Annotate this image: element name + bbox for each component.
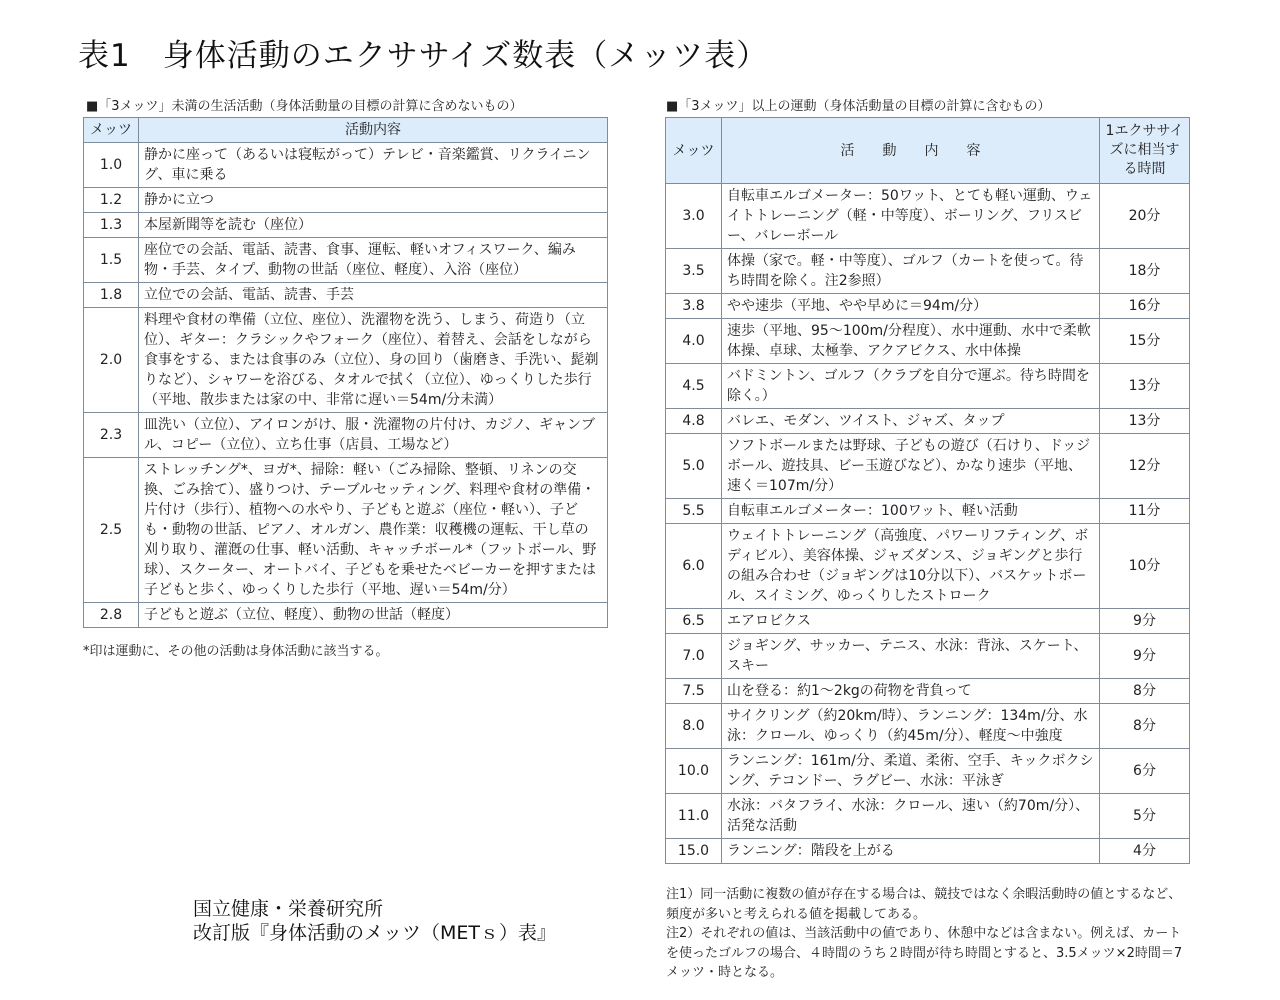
mets-value: 1.8 [84, 283, 139, 308]
right-col-mets-header: メッツ [666, 118, 722, 184]
left-table-row [84, 603, 608, 628]
activity-description: ランニング：161m/分、柔道、柔術、空手、キックボクシング、テコンドー、ラグビー、水泳：平泳ぎ [722, 749, 1100, 794]
left-table-row [84, 283, 608, 308]
mets-value: 7.5 [666, 679, 722, 704]
exercise-time: 13分 [1100, 364, 1190, 409]
mets-value: 1.3 [84, 213, 139, 238]
left-table-row [84, 413, 608, 458]
activity-description: 料理や食材の準備（立位、座位）、洗濯物を洗う、しまう、荷造り（立位）、ギター：クラシックやフォーク（座位）、着替え、会話をしながら食事をする、または食事のみ（立位）、身の回り（歯磨き、手洗い、髭剃りなど）、シャワーを浴びる、タオルで拭く（立位）、ゆっくりした歩行（平地、散歩または家の中、非常に遅い＝54m/分未満） [139, 308, 608, 413]
mets-value: 6.5 [666, 609, 722, 634]
activity-description: 水泳：バタフライ、水泳：クロール、速い（約70m/分）、活発な活動 [722, 794, 1100, 839]
mets-value: 5.5 [666, 499, 722, 524]
exercise-time: 8分 [1100, 679, 1190, 704]
activity-description: ストレッチング*、ヨガ*、掃除：軽い（ごみ掃除、整頓、リネンの交換、ごみ捨て）、盛りつけ、テーブルセッティング、料理や食材の準備・片付け（歩行）、植物への水やり、子どもと遊ぶ（座位・軽い）、子ども・動物の世話、ピアノ、オルガン、農作業：収穫機の運転、干し草の刈り取り、灌漑の仕事、軽い活動、キャッチボール*（フットボール、野球）、スクーター、オートバイ、子どもを乗せたベビーカーを押すまたは子どもと歩く、ゆっくりした歩行（平地、遅い＝54m/分） [139, 458, 608, 603]
exercise-time: 20分 [1100, 184, 1190, 249]
mets-value: 10.0 [666, 749, 722, 794]
exercise-time: 9分 [1100, 609, 1190, 634]
right-table-row [666, 409, 1190, 434]
right-col-time-header: 1エクササイズに相当する時間 [1100, 118, 1190, 184]
activity-description: 山を登る：約1～2kgの荷物を背負って [722, 679, 1100, 704]
right-table-row [666, 634, 1190, 679]
left-table-row [84, 188, 608, 213]
right-mets-table [665, 117, 1190, 864]
right-table-row [666, 609, 1190, 634]
activity-description: ソフトボールまたは野球、子どもの遊び（石けり、ドッジボール、遊技具、ビー玉遊びなど）、かなり速歩（平地、速く＝107m/分） [722, 434, 1100, 499]
activity-description: 速歩（平地、95～100m/分程度）、水中運動、水中で柔軟体操、卓球、太極拳、アクアビクス、水中体操 [722, 319, 1100, 364]
right-table-row [666, 704, 1190, 749]
right-table-row [666, 184, 1190, 249]
right-col-activity-header: 活 動 内 容 [722, 118, 1100, 184]
source-publication: 改訂版『身体活動のメッツ（METｓ）表』 [193, 922, 557, 944]
left-section-heading: ■「3メッツ」未満の生活活動（身体活動量の目標の計算に含めないもの） [86, 99, 523, 114]
exercise-time: 11分 [1100, 499, 1190, 524]
left-col-activity-header: 活動内容 [139, 118, 608, 143]
activity-description: 体操（家で。軽・中等度）、ゴルフ（カートを使って。待ち時間を除く。注2参照） [722, 249, 1100, 294]
mets-value: 5.0 [666, 434, 722, 499]
mets-value: 3.0 [666, 184, 722, 249]
right-notes [666, 885, 1184, 983]
mets-value: 11.0 [666, 794, 722, 839]
activity-description: エアロビクス [722, 609, 1100, 634]
exercise-time: 6分 [1100, 749, 1190, 794]
right-table-row [666, 794, 1190, 839]
activity-description: 子どもと遊ぶ（立位、軽度）、動物の世話（軽度） [139, 603, 608, 628]
exercise-time: 13分 [1100, 409, 1190, 434]
activity-description: 本屋新聞等を読む（座位） [139, 213, 608, 238]
mets-value: 2.8 [84, 603, 139, 628]
mets-value: 1.2 [84, 188, 139, 213]
mets-value: 4.0 [666, 319, 722, 364]
mets-value: 8.0 [666, 704, 722, 749]
activity-description: ランニング：階段を上がる [722, 839, 1100, 864]
right-table-row [666, 364, 1190, 409]
exercise-time: 16分 [1100, 294, 1190, 319]
exercise-time: 4分 [1100, 839, 1190, 864]
exercise-time: 10分 [1100, 524, 1190, 609]
activity-description: バレエ、モダン、ツイスト、ジャズ、タップ [722, 409, 1100, 434]
left-table-row [84, 238, 608, 283]
left-table-row [84, 308, 608, 413]
mets-value: 4.5 [666, 364, 722, 409]
right-table-row [666, 319, 1190, 364]
activity-description: 静かに立つ [139, 188, 608, 213]
mets-value: 2.0 [84, 308, 139, 413]
left-table-row [84, 458, 608, 603]
activity-description: やや速歩（平地、やや早めに＝94m/分） [722, 294, 1100, 319]
source-citation [193, 897, 556, 945]
activity-description: ウェイトトレーニング（高強度、パワーリフティング、ボディビル）、美容体操、ジャズダンス、ジョギングと歩行の組み合わせ（ジョギングは10分以下）、バスケットボール、スイミング、ゆっくりしたストローク [722, 524, 1100, 609]
mets-value: 2.3 [84, 413, 139, 458]
exercise-time: 5分 [1100, 794, 1190, 839]
mets-value: 2.5 [84, 458, 139, 603]
activity-description: サイクリング（約20km/時）、ランニング：134m/分、水泳：クロール、ゆっくり（約45m/分）、軽度～中強度 [722, 704, 1100, 749]
right-table-row [666, 249, 1190, 294]
left-table-row [84, 213, 608, 238]
right-table-row [666, 499, 1190, 524]
left-footnote: *印は運動に、その他の活動は身体活動に該当する。 [83, 644, 389, 659]
exercise-time: 18分 [1100, 249, 1190, 294]
right-table-row [666, 749, 1190, 794]
activity-description: 座位での会話、電話、読書、食事、運転、軽いオフィスワーク、編み物・手芸、タイプ、動物の世話（座位、軽度）、入浴（座位） [139, 238, 608, 283]
activity-description: バドミントン、ゴルフ（クラブを自分で運ぶ。待ち時間を除く。） [722, 364, 1100, 409]
left-mets-table [83, 117, 608, 628]
right-section-heading: ■「3メッツ」以上の運動（身体活動量の目標の計算に含むもの） [666, 99, 1051, 114]
note-2: 注2）それぞれの値は、当該活動中の値であり、休憩中などは含まない。例えば、カートを使ったゴルフの場合、４時間のうち２時間が待ち時間とすると、3.5メッツ×2時間＝7メッツ・時となる。 [666, 926, 1183, 980]
mets-value: 7.0 [666, 634, 722, 679]
left-col-mets-header: メッツ [84, 118, 139, 143]
mets-value: 3.8 [666, 294, 722, 319]
note-1: 注1）同一活動に複数の値が存在する場合は、競技ではなく余暇活動時の値とするなど、頻度が多いと考えられる値を掲載してある。 [666, 887, 1182, 922]
right-table-row [666, 679, 1190, 704]
activity-description: 自転車エルゴメーター：100ワット、軽い活動 [722, 499, 1100, 524]
mets-value: 3.5 [666, 249, 722, 294]
right-table-row [666, 524, 1190, 609]
exercise-time: 9分 [1100, 634, 1190, 679]
exercise-time: 8分 [1100, 704, 1190, 749]
right-table-row [666, 434, 1190, 499]
right-table-row [666, 294, 1190, 319]
page-title: 表1 身体活動のエクササイズ数表（メッツ表） [78, 38, 769, 74]
left-table-row [84, 143, 608, 188]
mets-value: 1.5 [84, 238, 139, 283]
mets-value: 4.8 [666, 409, 722, 434]
mets-value: 15.0 [666, 839, 722, 864]
exercise-time: 15分 [1100, 319, 1190, 364]
activity-description: ジョギング、サッカー、テニス、水泳：背泳、スケート、スキー [722, 634, 1100, 679]
activity-description: 皿洗い（立位）、アイロンがけ、服・洗濯物の片付け、カジノ、ギャンブル、コピー（立位）、立ち仕事（店員、工場など） [139, 413, 608, 458]
mets-value: 6.0 [666, 524, 722, 609]
activity-description: 立位での会話、電話、読書、手芸 [139, 283, 608, 308]
activity-description: 静かに座って（あるいは寝転がって）テレビ・音楽鑑賞、リクライニング、車に乗る [139, 143, 608, 188]
right-table-row [666, 839, 1190, 864]
source-institute: 国立健康・栄養研究所 [193, 898, 384, 920]
mets-value: 1.0 [84, 143, 139, 188]
exercise-time: 12分 [1100, 434, 1190, 499]
activity-description: 自転車エルゴメーター：50ワット、とても軽い運動、ウェイトトレーニング（軽・中等度）、ボーリング、フリスビー、バレーボール [722, 184, 1100, 249]
